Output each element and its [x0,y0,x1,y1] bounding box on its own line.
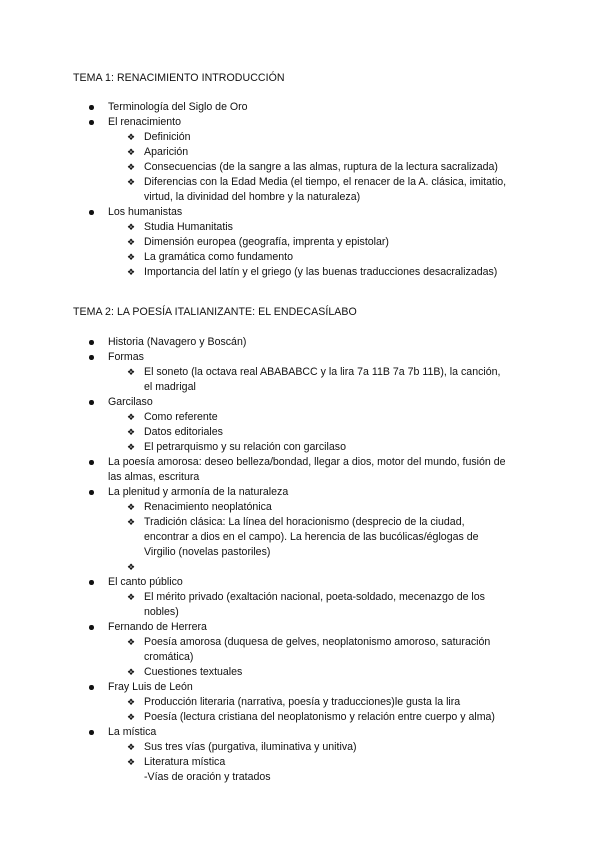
tema2-item: Fernando de Herrera [108,621,207,633]
tema1-subitem: Dimensión europea (geografía, imprenta y epistolar) [144,236,389,248]
tema2-item: La plenitud y armonía de la naturaleza [108,486,289,498]
tema2-subitem: Poesía (lectura cristiana del neoplatonismo y relación entre cuerpo y alma) [144,711,495,723]
diamond-bullet-icon: ❖ [127,237,136,247]
tema2-subitem-continuation: el madrigal [144,381,196,393]
tema2-subitem: Tradición clásica: La línea del horacionismo (desprecio de la ciudad, [144,516,465,528]
tema1-subitem: Consecuencias (de la sangre a las almas, ruptura de la lectura sacralizada) [144,161,498,173]
bullet-icon [89,350,97,365]
bullet-icon [89,335,97,350]
tema1-subitem: La gramática como fundamento [144,251,293,263]
tema1-subitem-continuation: virtud, la divinidad del hombre y la naturaleza) [144,191,361,203]
diamond-bullet-icon: ❖ [127,712,136,722]
tema2-subitem: Como referente [144,411,218,423]
diamond-bullet-icon: ❖ [127,442,136,452]
tema2-subitem: Datos editoriales [144,426,223,438]
bullet-icon [89,575,97,590]
tema1-subitem: Aparición [144,146,189,158]
bullet-icon [89,725,97,740]
diamond-bullet-icon: ❖ [127,222,136,232]
bullet-icon [89,485,97,500]
diamond-bullet-icon: ❖ [127,592,136,602]
bullet-icon [89,205,97,220]
bullet-icon [89,455,97,470]
bullet-icon [89,395,97,410]
diamond-bullet-icon: ❖ [127,177,136,187]
tema2-subitem: Poesía amorosa (duquesa de gelves, neoplatonismo amoroso, saturación [144,636,491,648]
diamond-bullet-icon: ❖ [127,757,136,767]
diamond-bullet-icon: ❖ [127,132,136,142]
tema2-subitem: El mérito privado (exaltación nacional, poeta-soldado, mecenazgo de los [144,591,485,603]
tema2-subitem: Renacimiento neoplatónica [144,501,272,513]
tema2-subitem-continuation: -Vías de oración y tratados [144,771,271,783]
tema2-item: Garcilaso [108,396,153,408]
diamond-bullet-icon: ❖ [127,412,136,422]
tema1-item: Terminología del Siglo de Oro [108,101,248,113]
diamond-bullet-icon: ❖ [127,147,136,157]
diamond-bullet-icon: ❖ [127,637,136,647]
tema1-heading: TEMA 1: RENACIMIENTO INTRODUCCIÓN [73,72,285,84]
tema1-item: Los humanistas [108,206,183,218]
tema2-item: Fray Luis de León [108,681,193,693]
tema2-item: La poesía amorosa: deseo belleza/bondad, llegar a dios, motor del mundo, fusión de [108,456,506,468]
tema2-item: Formas [108,351,144,363]
tema2-item: La mística [108,726,157,738]
bullet-icon [89,620,97,635]
tema2-subitem: El soneto (la octava real ABABABCC y la lira 7a 11B 7a 7b 11B), la canción, [144,366,501,378]
tema2-subitem-continuation: cromática) [144,651,194,663]
tema2-subitem: Sus tres vías (purgativa, iluminativa y unitiva) [144,741,357,753]
tema1-subitem: Importancia del latín y el griego (y las buenas traducciones desacralizadas) [144,266,498,278]
diamond-bullet-icon: ❖ [127,697,136,707]
diamond-bullet-icon: ❖ [127,742,136,752]
tema2-subitem-continuation: nobles) [144,606,179,618]
tema2-subitem: Cuestiones textuales [144,666,243,678]
tema2-item-continuation: las almas, escritura [108,471,200,483]
tema1-subitem: Studia Humanitatis [144,221,233,233]
diamond-bullet-icon: ❖ [127,162,136,172]
tema2-subitem: El petrarquismo y su relación con garcilaso [144,441,346,453]
diamond-bullet-icon: ❖ [127,517,136,527]
bullet-icon [89,100,97,115]
tema2-item: Historia (Navagero y Boscán) [108,336,247,348]
bullet-icon [89,115,97,130]
tema2-subitem: Producción literaria (narrativa, poesía y traducciones)le gusta la lira [144,696,461,708]
diamond-bullet-icon: ❖ [127,427,136,437]
tema1-subitem: Diferencias con la Edad Media (el tiempo, el renacer de la A. clásica, imitatio, [144,176,507,188]
diamond-bullet-icon: ❖ [127,667,136,677]
tema2-subitem-continuation: encontrar a dios en el campo). La herencia de las bucólicas/églogas de [144,531,479,543]
diamond-bullet-icon: ❖ [127,562,136,572]
diamond-bullet-icon: ❖ [127,252,136,262]
tema2-item: El canto público [108,576,183,588]
tema1-item: El renacimiento [108,116,182,128]
tema2-subitem-continuation: Virgilio (novelas pastoriles) [144,546,271,558]
tema1-subitem: Definición [144,131,191,143]
diamond-bullet-icon: ❖ [127,367,136,377]
bullet-icon [89,680,97,695]
diamond-bullet-icon: ❖ [127,502,136,512]
diamond-bullet-icon: ❖ [127,267,136,277]
tema2-heading: TEMA 2: LA POESÍA ITALIANIZANTE: EL ENDECASÍLABO [73,306,357,318]
tema2-subitem: Literatura mística [144,756,226,768]
